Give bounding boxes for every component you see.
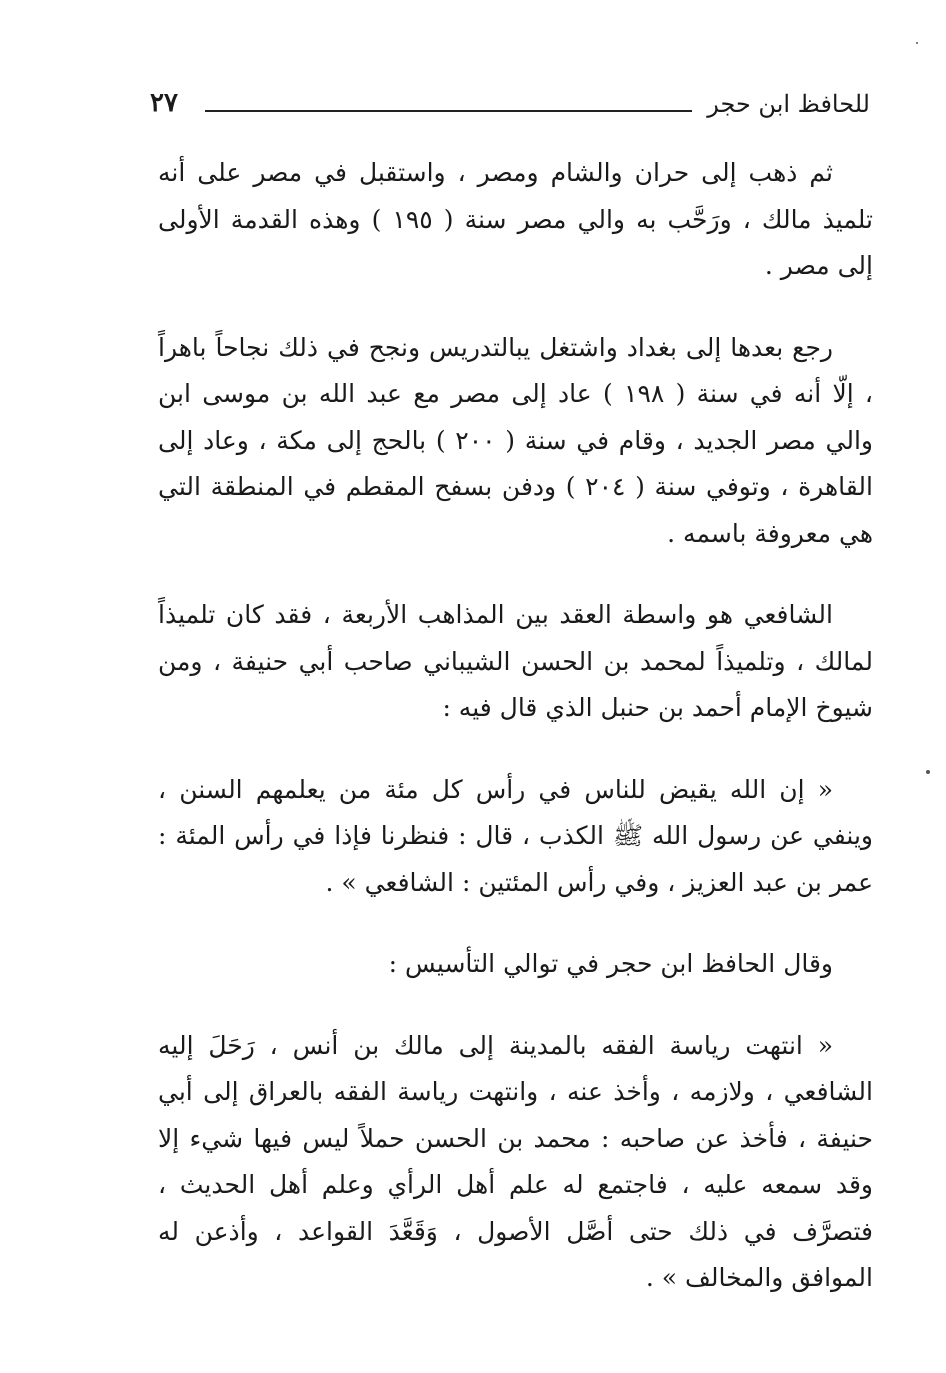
- page-number: ٢٧: [150, 88, 178, 118]
- header-rule: [205, 110, 692, 112]
- page-header: [150, 88, 870, 128]
- quote-fiqh-leadership: « انتهت رياسة الفقه بالمدينة إلى مالك بن أنس ، رَحَلَ إليه الشافعي ، ولازمه ، وأخذ عنه ، وانتهت رياسة الفقه بالعراق إلى أبي حنيفة ، فأخذ عن صاحبه : محمد بن الحسن حملاً ليس فيها شيء إلا وقد سمعه عليه ، فاجتمع له علم أهل الرأي وعلم أهل الحديث ، فتصرَّف في ذلك حتى أصَّل الأصول ، وَقَعَّدَ القواعد ، وأذعن له الموافق والمخالف » .: [158, 1030, 873, 1292]
- running-title: للحافظ ابن حجر: [707, 90, 870, 118]
- paragraph-four-schools: الشافعي هو واسطة العقد بين المذاهب الأربعة ، فقد كان تلميذاً لمالك ، وتلميذاً لمحمد بن الحسن الشيباني صاحب أبي حنيفة ، ومن شيوخ الإمام أحمد بن حنبل الذي قال فيه :: [158, 600, 873, 722]
- paragraph-travel-to-egypt: ثم ذهب إلى حران والشام ومصر ، واستقبل في مصر على أنه تلميذ مالك ، ورَحَّب به والي مصر سنة ( ١٩٥ ) وهذه القدمة الأولى إلى مصر .: [158, 158, 874, 280]
- paragraph-ibn-hajar-intro: وقال الحافظ ابن حجر في توالي التأسيس :: [388, 949, 833, 978]
- scan-speck: [926, 770, 930, 774]
- paragraph-return-to-baghdad: رجع بعدها إلى بغداد واشتغل يبالتدريس ونجح في ذلك نجاحاً باهراً ، إلّا أنه في سنة ( ١٩٨ ) عاد إلى مصر مع عبد الله بن موسى ابن والي مصر الجديد ، وقام في سنة ( ٢٠٠ ) بالحج إلى مكة ، وعاد إلى القاهرة ، وتوفي سنة ( ٢٠٤ ) ودفن بسفح المقطم في المنطقة التي هي معروفة باسمه .: [158, 332, 873, 548]
- quote-hadith-mujaddid: « إن الله يقيض للناس في رأس كل مئة من يعلمهم السنن ، وينفي عن رسول الله ﷺ الكذب ، قال : فنظرنا فإذا في رأس المئة : عمر بن عبد العزيز ، وفي رأس المئتين : الشافعي » .: [158, 774, 873, 897]
- scan-speck: [916, 42, 918, 44]
- body-text: [158, 150, 873, 1302]
